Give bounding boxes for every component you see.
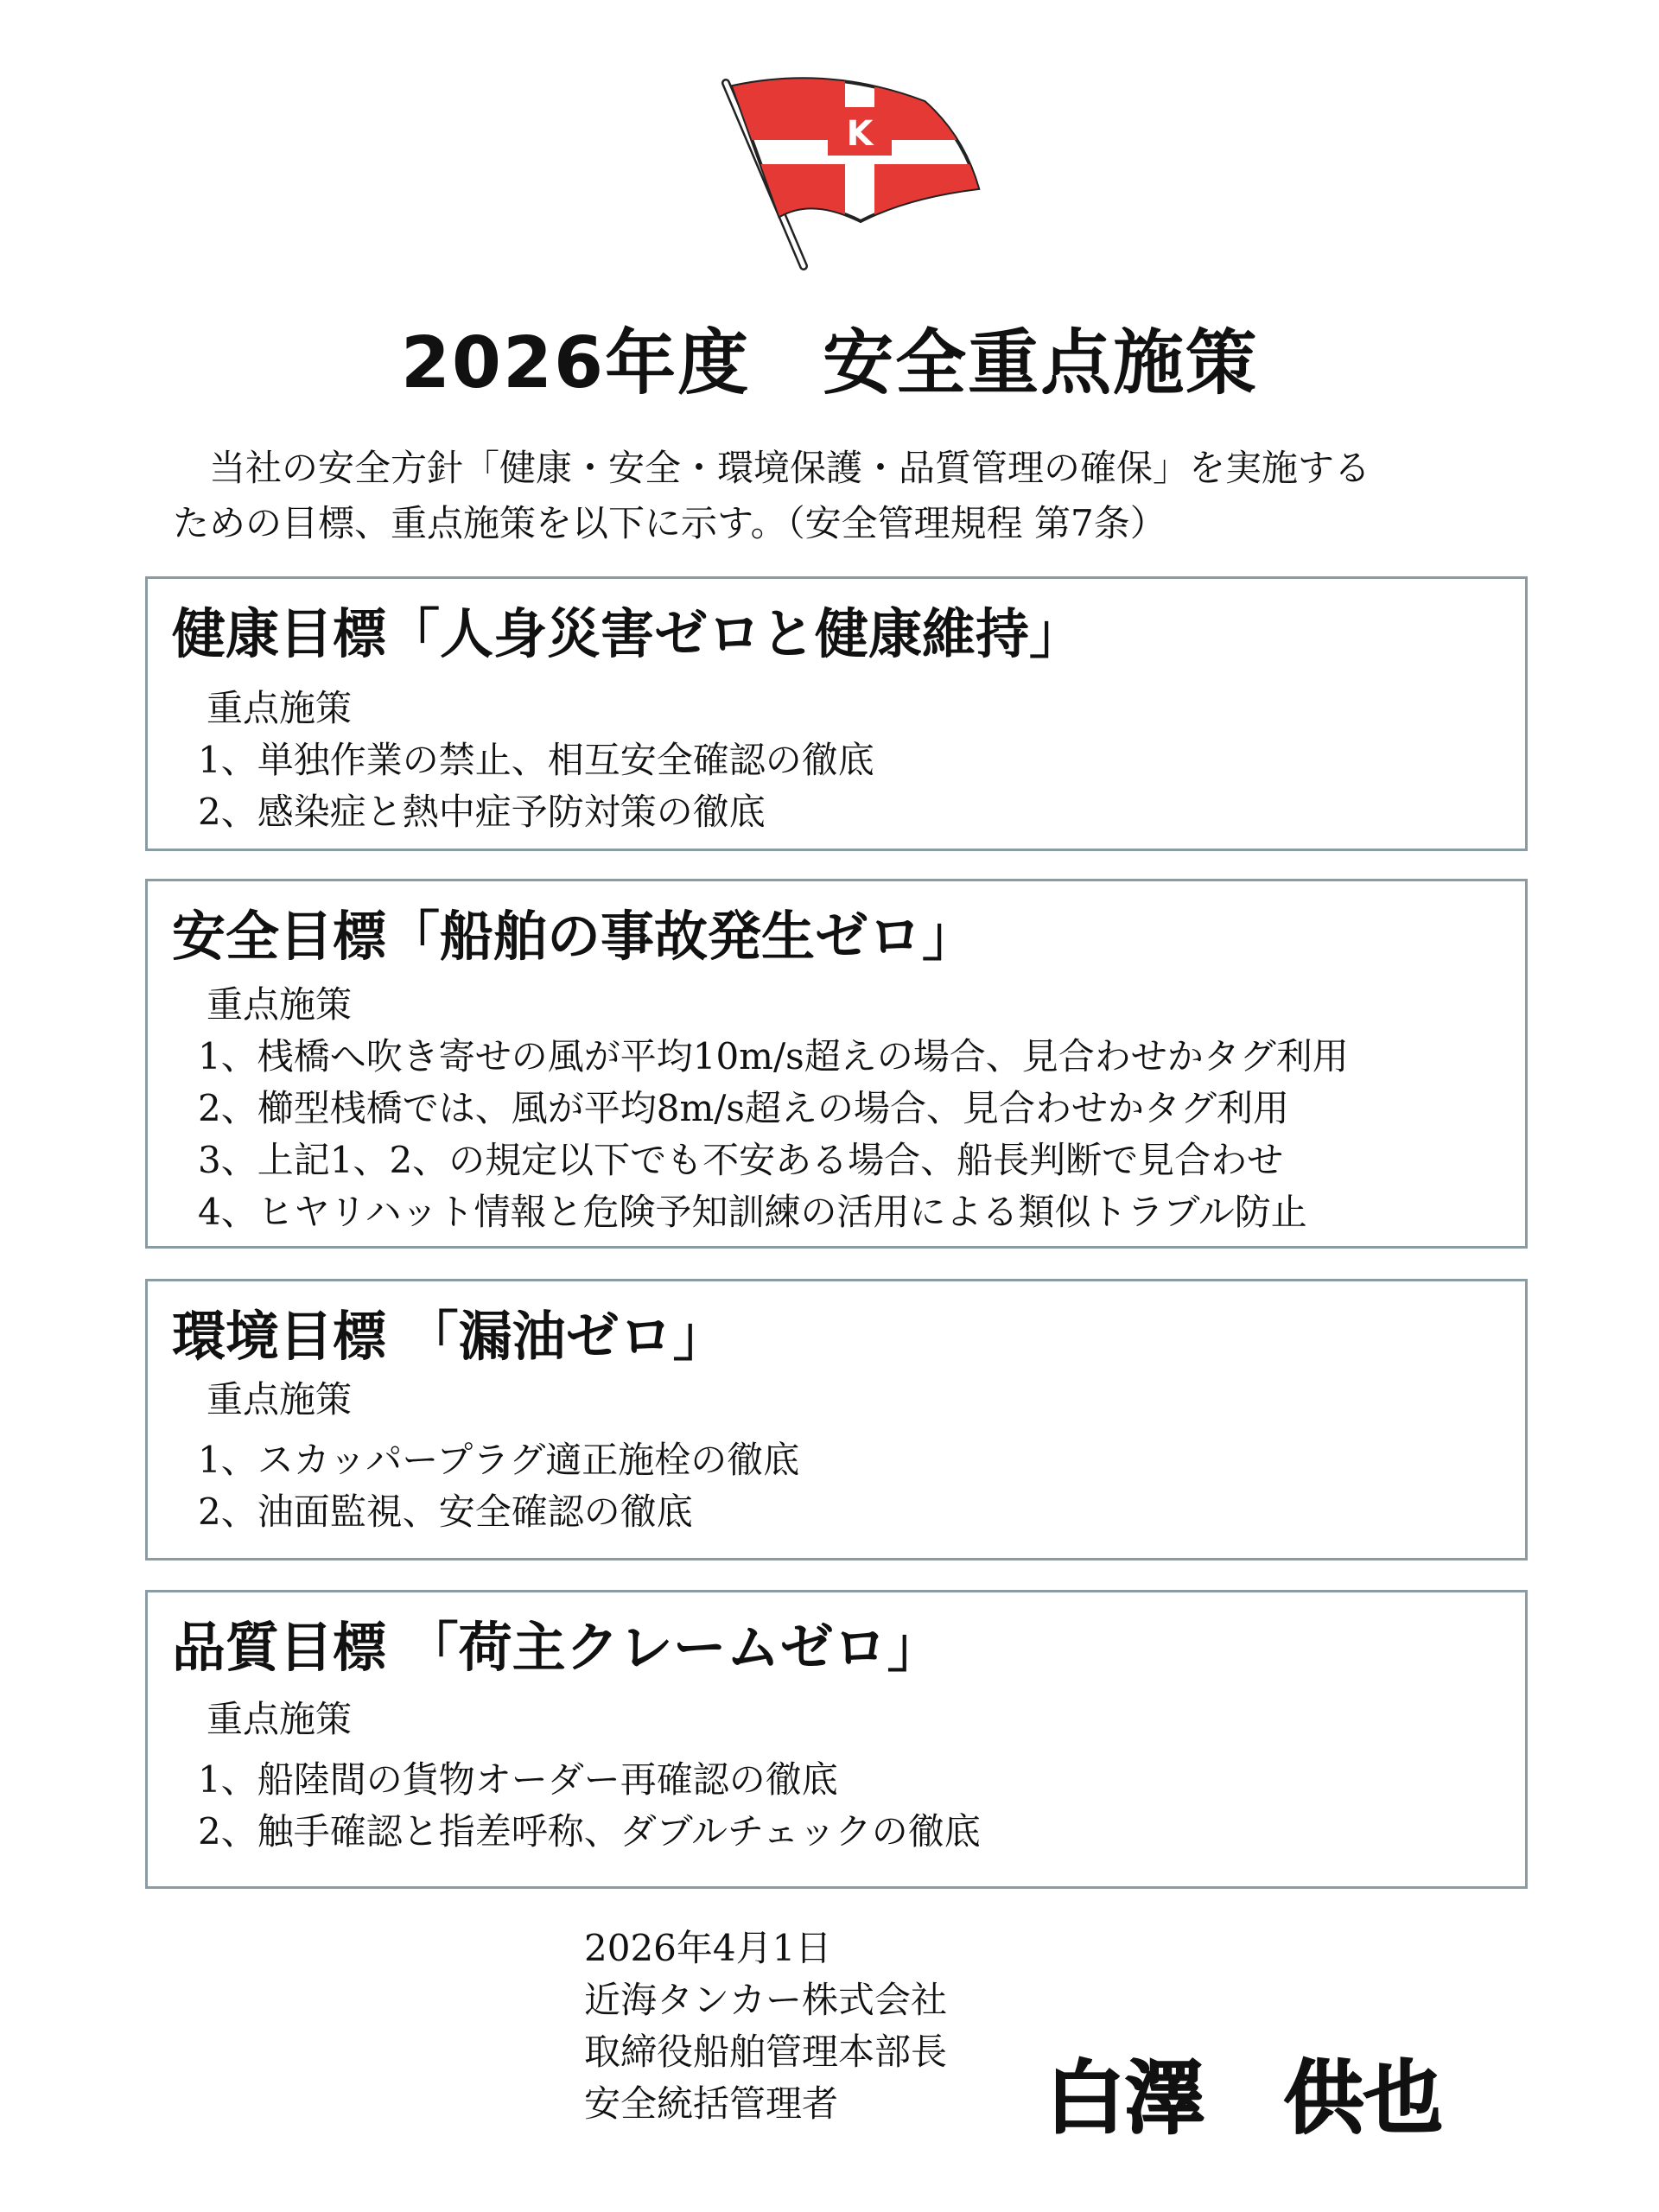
environment-measure-2: 2、油面監視、安全確認の徹底 <box>198 1491 693 1533</box>
quality-measure-2: 2、触手確認と指差呼称、ダブルチェックの徹底 <box>198 1810 981 1853</box>
quality-measures-label: 重点施策 <box>207 1698 353 1740</box>
safety-measure-4: 4、ヒヤリハット情報と危険予知訓練の活用による類似トラブル防止 <box>198 1191 1307 1233</box>
safety-measures-label: 重点施策 <box>207 983 353 1026</box>
flag-letter: K <box>846 114 874 154</box>
signature-text: 白澤 供也 <box>1046 2051 1444 2145</box>
safety-measure-1: 1、桟橋へ吹き寄せの風が平均10m/s超えの場合、見合わせかタグ利用 <box>198 1035 1349 1077</box>
health-measure-2: 2、感染症と熱中症予防対策の徹底 <box>198 791 766 833</box>
page-title: 2026年度 安全重点施策 <box>400 322 1259 404</box>
company-name: 近海タンカー株式会社 <box>584 1979 948 2021</box>
intro-text <box>173 441 1521 551</box>
environment-measure-1: 1、スカッパープラグ適正施栓の徹底 <box>198 1439 800 1481</box>
health-goal-heading: 健康目標「人身災害ゼロと健康維持」 <box>172 602 1084 665</box>
environment-goal-heading: 環境目標 「漏油ゼロ」 <box>172 1305 727 1368</box>
intro-line-1: 当社の安全方針「健康・安全・環境保護・品質管理の確保」を実施する <box>209 447 1371 489</box>
health-goal-section <box>145 576 1528 851</box>
health-measures-label: 重点施策 <box>207 687 353 729</box>
safety-measure-3: 3、上記1、2、の規定以下でも不安ある場合、船長判断で見合わせ <box>198 1139 1284 1181</box>
quality-goal-heading: 品質目標 「荷主クレームゼロ」 <box>172 1616 941 1679</box>
environment-goal-section <box>145 1279 1528 1560</box>
issuer-role: 安全統括管理者 <box>584 2082 839 2125</box>
safety-goal-heading: 安全目標「船舶の事故発生ゼロ」 <box>172 905 976 968</box>
health-measure-1: 1、単独作業の禁止、相互安全確認の徹底 <box>198 739 874 781</box>
issue-date: 2026年4月1日 <box>584 1927 832 1969</box>
safety-measure-2: 2、櫛型桟橋では、風が平均8m/s超えの場合、見合わせかタグ利用 <box>198 1087 1289 1129</box>
company-flag-logo <box>709 67 985 275</box>
safety-goal-section <box>145 879 1528 1249</box>
issuer-block <box>584 1923 947 2130</box>
quality-measure-1: 1、船陸間の貨物オーダー再確認の徹底 <box>198 1758 838 1801</box>
environment-measures-label: 重点施策 <box>207 1378 353 1421</box>
intro-line-2: ための目標、重点施策を以下に示す。（安全管理規程 第7条） <box>173 502 1166 544</box>
issuer-position: 取締役船舶管理本部長 <box>584 2031 948 2073</box>
quality-goal-section <box>145 1590 1528 1889</box>
handwritten-signature <box>1046 2044 1495 2147</box>
